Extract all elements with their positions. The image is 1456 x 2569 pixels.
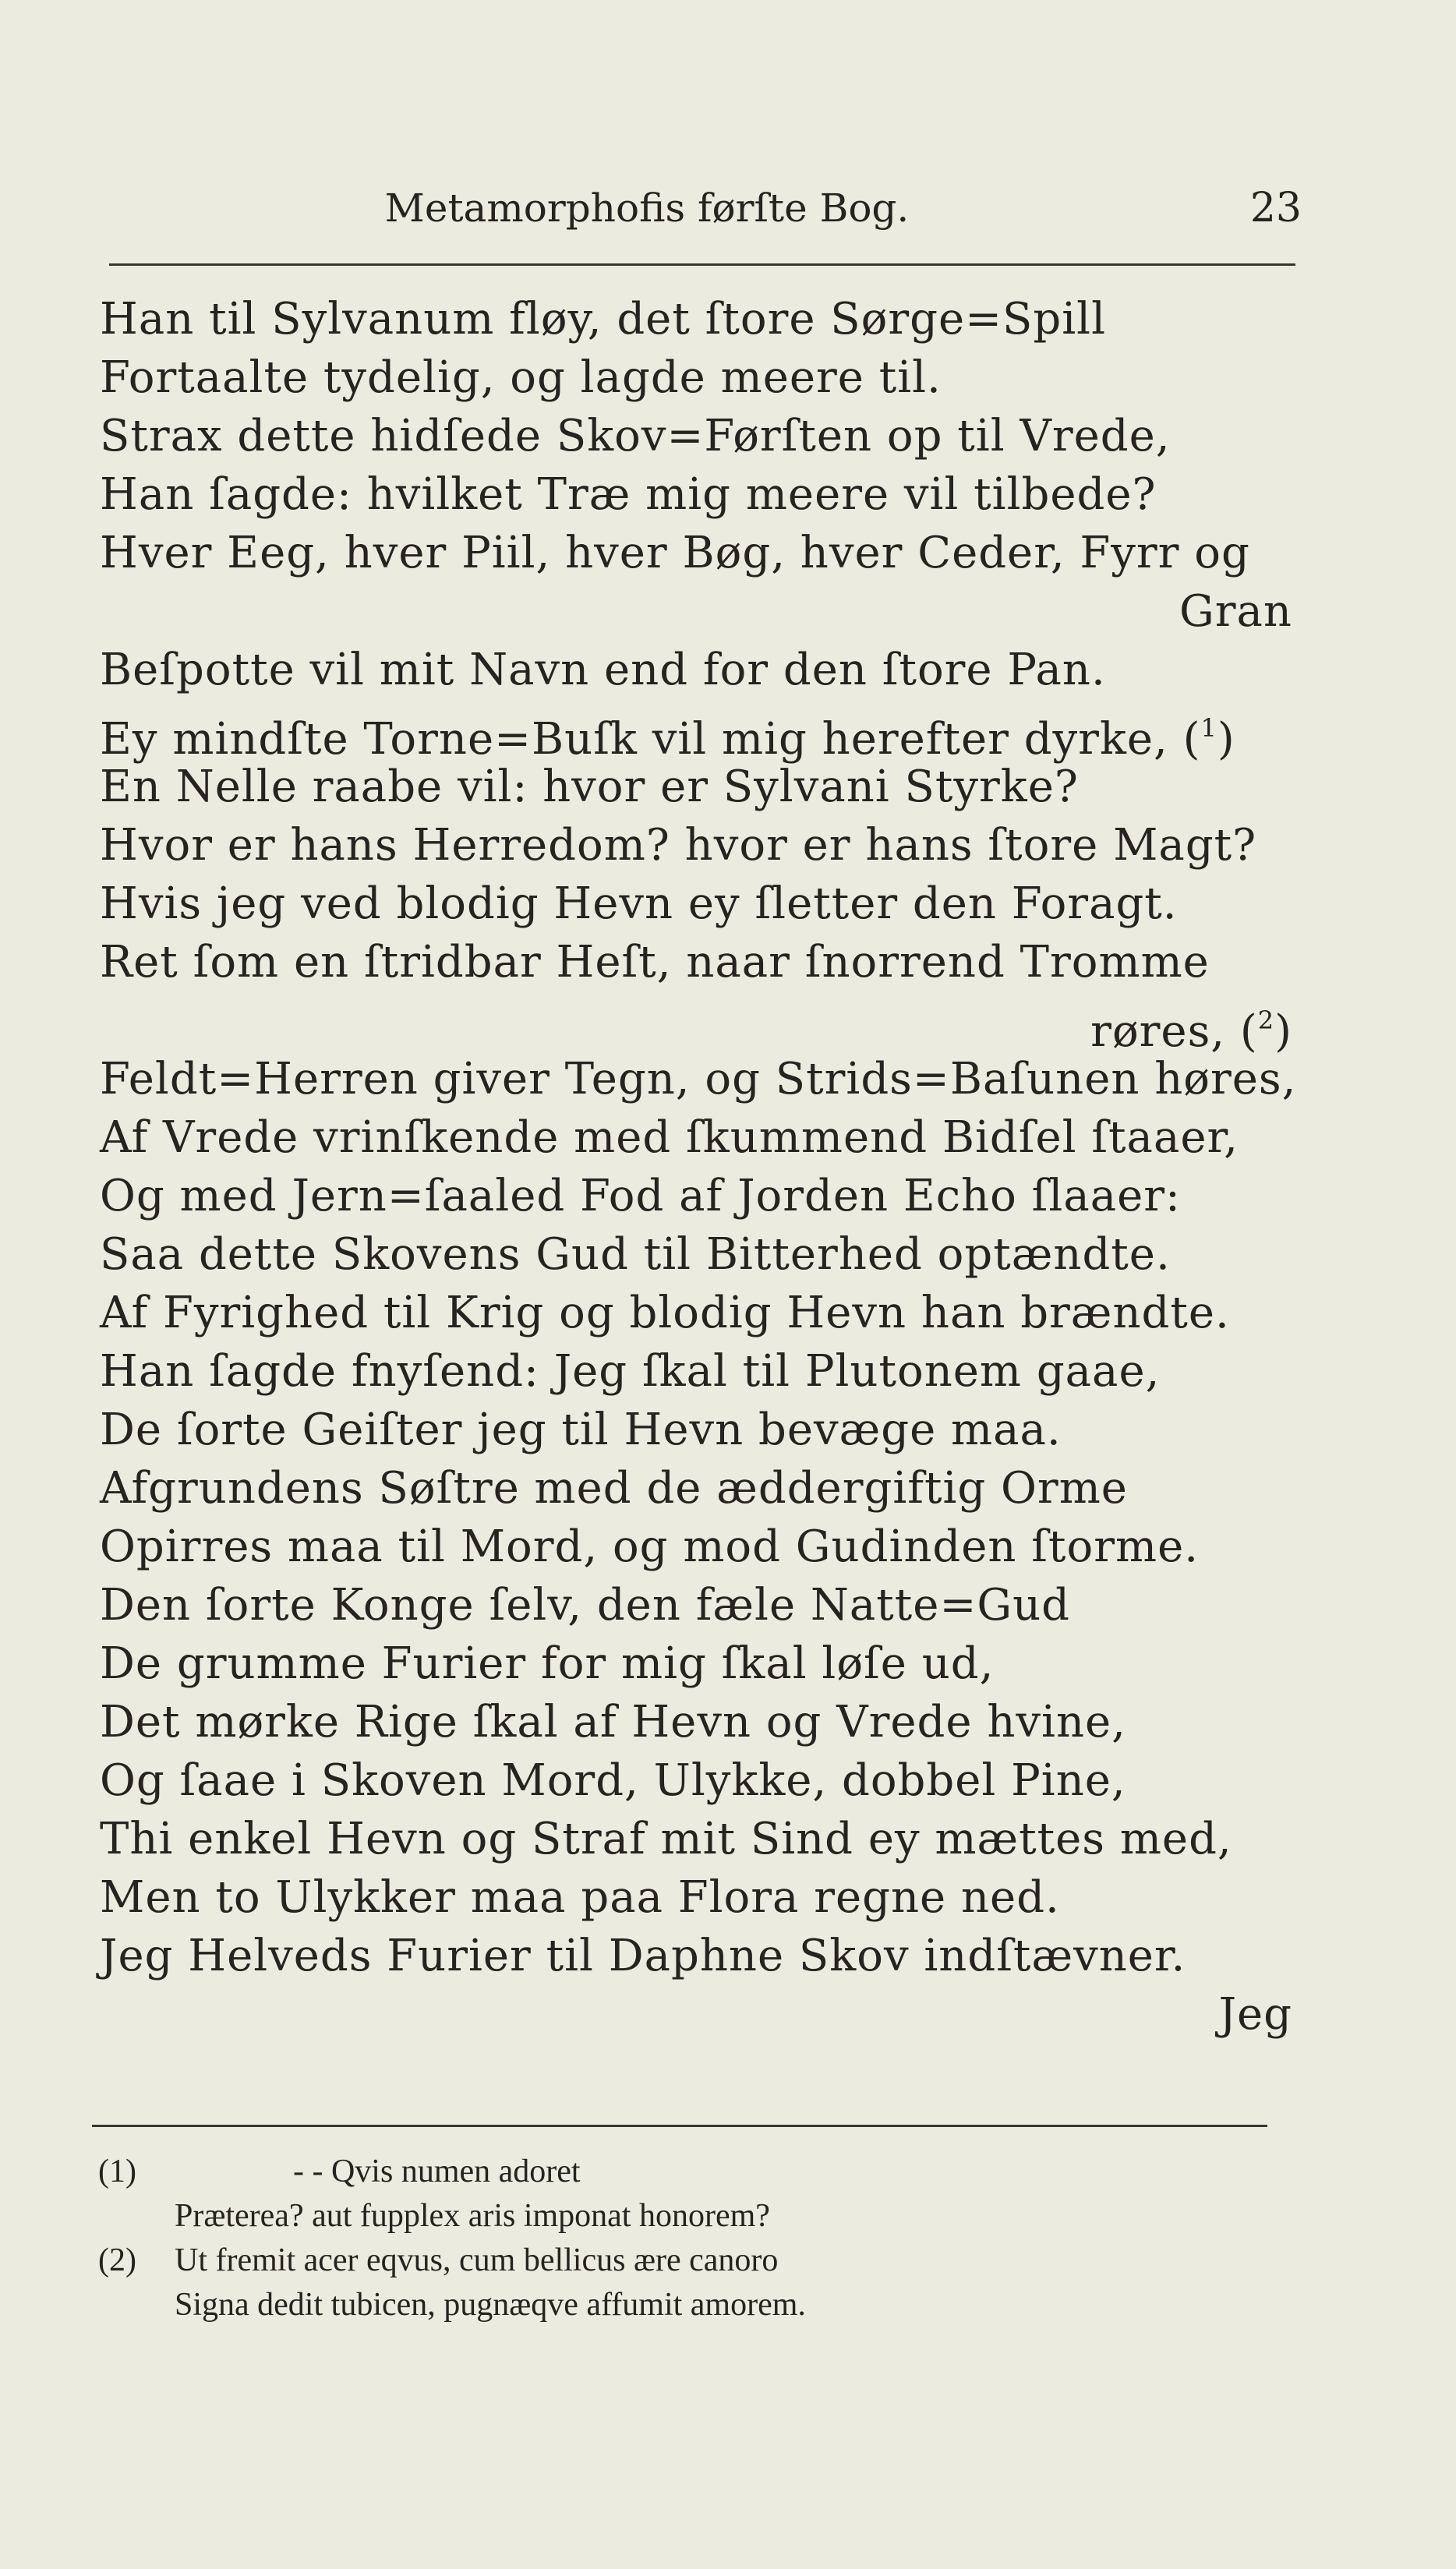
verse-line: [100, 1401, 1300, 1459]
verse-line-text: De grumme Furier for mig ſkal løſe ud,: [100, 1638, 995, 1689]
verse-line: [100, 699, 1300, 765]
verse-line-text: Han ſagde fnyſend: Jeg ſkal til Plutonem gaae,: [100, 1346, 1161, 1397]
verse-line: [100, 407, 1300, 465]
verse-line: [100, 524, 1300, 582]
verse-line: [100, 1518, 1300, 1576]
footnote-number: (1): [98, 2154, 136, 2189]
verse-line-text: Thi enkel Hevn og Straf mit Sind ey mættes med,: [100, 1814, 1232, 1864]
verse-line: [100, 465, 1300, 524]
verse-line-text: Han til Sylvanum fløy, det ſtore Sørge=Spill: [100, 294, 1106, 345]
verse-line-text: Strax dette hidſede Skov=Førſten op til Vrede,: [100, 411, 1171, 461]
verse-line: [100, 1342, 1300, 1401]
verse-line-text: Ret ſom en ſtridbar Heſt, naar ſnorrend Tromme: [100, 937, 1210, 988]
verse-line: [100, 1868, 1300, 1927]
verse-line: [100, 348, 1300, 407]
footnote-reference-number: 1: [1200, 713, 1217, 743]
verse-line: [100, 758, 1300, 816]
verse-line: [100, 991, 1300, 1057]
footnote: [98, 2150, 1189, 2239]
verse-line: [100, 1693, 1300, 1751]
footnote-line: Præterea? aut fupplex aris imponat honorem?: [175, 2198, 770, 2234]
verse-line-text: Og ſaae i Skoven Mord, Ulykke, dobbel Pine,: [100, 1755, 1126, 1806]
footnote-line: - - Qvis numen adoret: [293, 2154, 581, 2189]
verse-line: [100, 290, 1300, 348]
verse-line-text: Af Fyrighed til Krig og blodig Hevn han brændte.: [100, 1288, 1230, 1338]
verse-line-text: Beſpotte vil mit Navn end for den ſtore Pan.: [100, 645, 1106, 695]
verse-line-text: Hvor er hans Herredom? hvor er hans ſtore Magt?: [100, 820, 1257, 871]
footnote-reference: ($^1$): [1182, 713, 1235, 765]
verse-line-text: Hvis jeg ved blodig Hevn ey ſletter den Foragt.: [100, 878, 1178, 929]
footnotes: [98, 2150, 1189, 2327]
verse-line-text: Og med Jern=ſaaled Fod af Jorden Echo ſlaaer:: [100, 1171, 1181, 1221]
verse-line: [100, 1108, 1300, 1167]
footnote-rule: [92, 2125, 1267, 2127]
verse-line: [100, 582, 1300, 641]
verse-line-text: Fortaalte tydelig, og lagde meere til.: [100, 352, 942, 403]
verse-line: [100, 1985, 1300, 2044]
verse-line-text: Saa dette Skovens Gud til Bitterhed optændte.: [100, 1229, 1171, 1280]
footnote-line: Signa dedit tubicen, pugnæqve affumit amorem.: [175, 2287, 806, 2323]
verse-line-text: Men to Ulykker maa paa Flora regne ned.: [100, 1872, 1060, 1923]
verse-line: [100, 1225, 1300, 1284]
footnote: [98, 2239, 1189, 2327]
verse-line-text: røres,: [1090, 1006, 1226, 1057]
verse-line: [100, 1284, 1300, 1342]
verse-line: [100, 1576, 1300, 1634]
verse-line-text: Opirres maa til Mord, og mod Gudinden ſtorme.: [100, 1521, 1200, 1572]
header-rule: [109, 263, 1295, 266]
page-number: 23: [1249, 185, 1302, 231]
verse-line-text: Jeg: [1218, 1989, 1292, 2040]
verse-line-text: Ey mindſte Torne=Buſk vil mig herefter dyrke,: [100, 714, 1168, 765]
verse-line: [100, 1751, 1300, 1810]
verse-line: [100, 641, 1300, 699]
verse-line-text: Den ſorte Konge ſelv, den fæle Natte=Gud: [100, 1580, 1071, 1631]
verse-line: [100, 1810, 1300, 1868]
footnote-reference-number: 2: [1257, 1005, 1275, 1035]
verse-line-text: Jeg Helveds Furier til Daphne Skov indſtævner.: [100, 1931, 1186, 1981]
verse-line: [100, 1050, 1300, 1108]
verse-line-text: Hver Eeg, hver Piil, hver Bøg, hver Ceder, Fyrr og: [100, 528, 1250, 578]
verse-line: [100, 816, 1300, 875]
footnote-line: Ut fremit acer eqvus, cum bellicus ære canoro: [175, 2242, 779, 2278]
verse-block: [100, 290, 1300, 2044]
verse-line: [100, 1167, 1300, 1225]
verse-line-text: Han ſagde: hvilket Træ mig meere vil tilbede?: [100, 469, 1157, 520]
footnote-number: (2): [98, 2242, 136, 2278]
verse-line-text: Det mørke Rige ſkal af Hevn og Vrede hvine,: [100, 1697, 1126, 1747]
verse-line: [100, 933, 1300, 991]
running-title: Metamorphofis førſte Bog.: [384, 186, 910, 231]
verse-line-text: En Nelle raabe vil: hvor er Sylvani Styrke?: [100, 762, 1079, 812]
verse-line-text: De ſorte Geiſter jeg til Hevn bevæge maa.: [100, 1405, 1062, 1455]
verse-line: [100, 1634, 1300, 1693]
verse-line-text: Af Vrede vrinſkende med ſkummend Bidſel ſtaaer,: [100, 1112, 1239, 1163]
verse-line-text: Gran: [1179, 586, 1292, 637]
verse-line: [100, 875, 1300, 933]
page-header: [0, 181, 1456, 235]
verse-line: [100, 1927, 1300, 1985]
verse-line-text: Feldt=Herren giver Tegn, og Strids=Baſunen høres,: [100, 1054, 1297, 1104]
verse-line: [100, 1459, 1300, 1518]
footnote-reference: ($^2$): [1239, 1005, 1292, 1057]
verse-line-text: Afgrundens Søſtre med de æddergiftig Orme: [100, 1463, 1128, 1514]
